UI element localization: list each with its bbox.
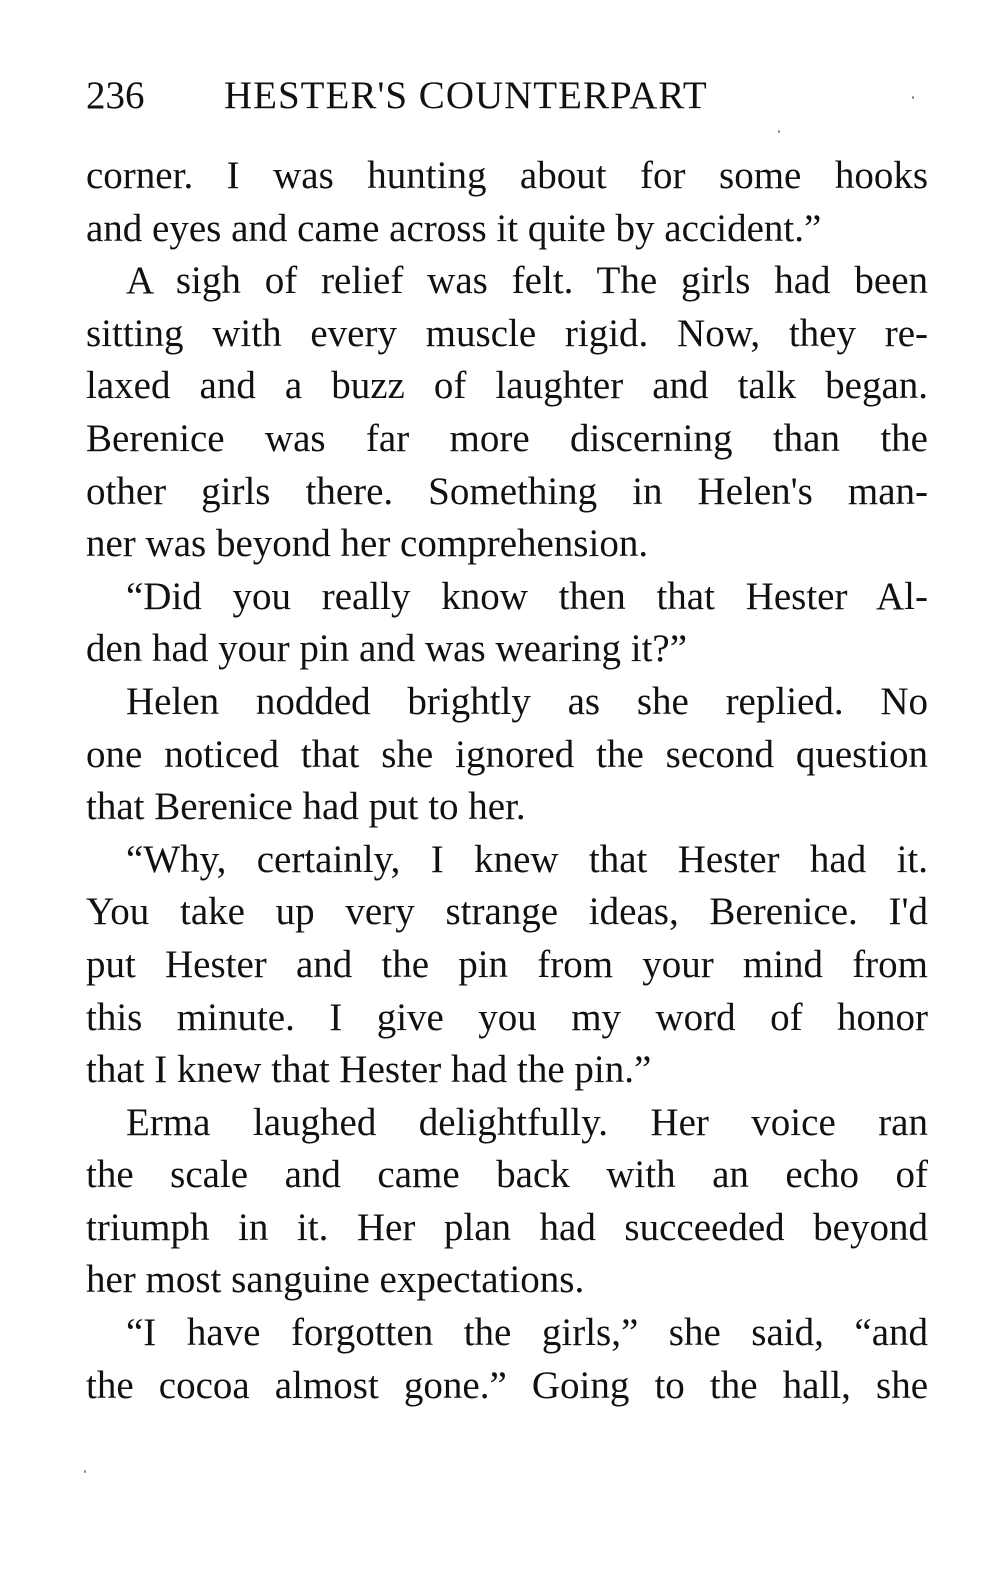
text-line: ner was beyond her comprehension.: [86, 522, 649, 566]
text-line: A sigh of relief was felt. The girls had been: [126, 259, 928, 303]
text-line: her most sanguine expectations.: [86, 1258, 585, 1302]
text-line: sitting with every muscle rigid. Now, they re-: [86, 311, 928, 355]
scan-speck: [912, 96, 914, 99]
text-line: “Why, certainly, I knew that Hester had it.: [126, 837, 928, 881]
text-line: You take up very strange ideas, Berenice. I'd: [86, 890, 928, 934]
running-head: HESTER'S COUNTERPART: [224, 74, 708, 117]
text-line: other girls there. Something in Helen's man-: [86, 469, 928, 513]
body-text: [86, 150, 928, 1412]
text-line: Berenice was far more discerning than the: [86, 416, 928, 460]
text-line: den had your pin and was wearing it?”: [86, 627, 688, 671]
text-line: that Berenice had put to her.: [86, 785, 526, 829]
text-line: triumph in it. Her plan had succeeded beyond: [86, 1205, 928, 1249]
text-line: laxed and a buzz of laughter and talk began.: [86, 364, 928, 408]
text-line: Erma laughed delightfully. Her voice ran: [126, 1100, 928, 1144]
page-number: 236: [86, 74, 145, 117]
text-line: and eyes and came across it quite by accident.”: [86, 206, 822, 250]
text-line: corner. I was hunting about for some hooks: [86, 154, 928, 197]
scan-speck: [778, 130, 780, 133]
text-line: that I knew that Hester had the pin.”: [86, 1048, 652, 1092]
text-line: the scale and came back with an echo of: [86, 1153, 928, 1197]
text-line: “Did you really know then that Hester Al-: [126, 574, 928, 618]
text-line: put Hester and the pin from your mind from: [86, 942, 928, 986]
text-line: Helen nodded brightly as she replied. No: [126, 679, 928, 723]
text-line: one noticed that she ignored the second question: [86, 732, 928, 776]
text-line: this minute. I give you my word of honor: [86, 995, 928, 1039]
text-line: “I have forgotten the girls,” she said, “and: [126, 1311, 928, 1355]
text-line: the cocoa almost gone.” Going to the hall, she: [86, 1363, 928, 1407]
page-header: [86, 68, 928, 124]
scan-speck: [84, 1470, 86, 1473]
